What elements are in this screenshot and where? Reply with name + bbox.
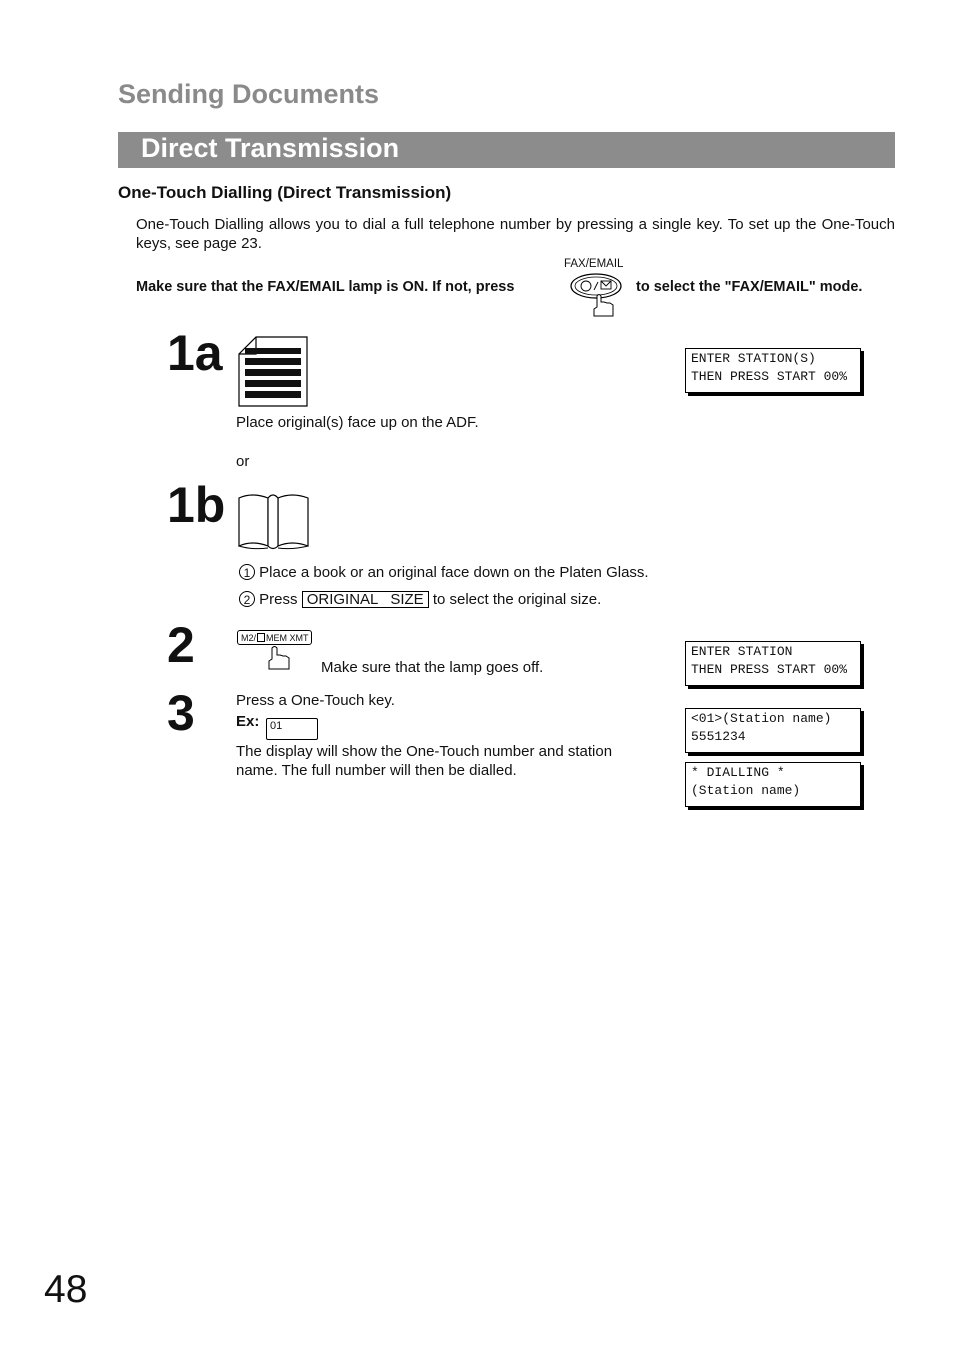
step-1b-item-2-post: to select the original size. <box>432 591 602 608</box>
step-1b-number: 1b <box>167 477 226 533</box>
lamp-instruction-before: Make sure that the FAX/EMAIL lamp is ON. If not, press <box>136 279 515 295</box>
step-1b-item-1 <box>239 564 649 581</box>
lamp-instruction-after: to select the "FAX/EMAIL" mode. <box>636 279 863 295</box>
lcd-line: THEN PRESS START 00% <box>691 662 848 677</box>
step-3-text-2a: The display will show the One-Touch number and station <box>236 743 613 760</box>
mem-xmt-key <box>237 630 312 645</box>
lcd-line: 5551234 <box>691 729 746 744</box>
example-label: Ex: <box>236 713 260 730</box>
step-1b-item-2-pre: Press <box>259 591 298 608</box>
step-1a-number: 1a <box>167 325 223 381</box>
step-3-number: 3 <box>167 685 195 741</box>
circled-number: 2 <box>239 591 255 607</box>
lcd-line: THEN PRESS START 00% <box>691 369 848 384</box>
lcd-line: * DIALLING * <box>691 765 785 780</box>
section-title: Sending Documents <box>118 79 380 109</box>
lcd-line: (Station name) <box>691 783 801 798</box>
lcd-line: <01>(Station name) <box>691 711 832 726</box>
step-2-text: Make sure that the lamp goes off. <box>321 659 544 676</box>
one-touch-key-01: 01 <box>266 718 318 740</box>
or-text: or <box>236 453 250 470</box>
step-2-number: 2 <box>167 617 195 673</box>
title-bar <box>118 132 895 168</box>
book-icon <box>236 488 312 552</box>
step-1b-item-2 <box>239 591 601 608</box>
lcd-display-1a <box>685 348 861 393</box>
subheading: One-Touch Dialling (Direct Transmission) <box>118 183 452 202</box>
step-3-text-2b: name. The full number will then be dialled. <box>236 762 517 779</box>
page-title: Direct Transmission <box>141 133 400 163</box>
original-size-key: ORIGINAL SIZE <box>302 591 429 608</box>
finger-press-icon <box>264 646 294 672</box>
intro-paragraph: One-Touch Dialling allows you to dial a full telephone number by pressing a single key. To set up the One-Touch keys, see page 23. <box>136 216 895 252</box>
step-1b-item-1-text: Place a book or an original face down on the Platen Glass. <box>259 564 649 581</box>
document-icon <box>257 633 265 642</box>
page-number: 48 <box>44 1268 88 1311</box>
lcd-display-3a <box>685 708 861 753</box>
step-3-text-1: Press a One-Touch key. <box>236 692 395 709</box>
mem-xmt-key-label-2: MEM XMT <box>266 633 309 643</box>
circled-number: 1 <box>239 564 255 580</box>
fax-email-key-label: FAX/EMAIL <box>564 258 624 270</box>
fax-email-key-icon <box>566 272 626 320</box>
lcd-display-2 <box>685 641 861 686</box>
mem-xmt-key-label: M2/ <box>241 633 257 643</box>
step-1a-text: Place original(s) face up on the ADF. <box>236 414 479 431</box>
lcd-display-3b <box>685 762 861 807</box>
adf-document-icon <box>236 336 310 408</box>
lcd-line: ENTER STATION(S) <box>691 351 816 366</box>
lcd-line: ENTER STATION <box>691 644 793 659</box>
